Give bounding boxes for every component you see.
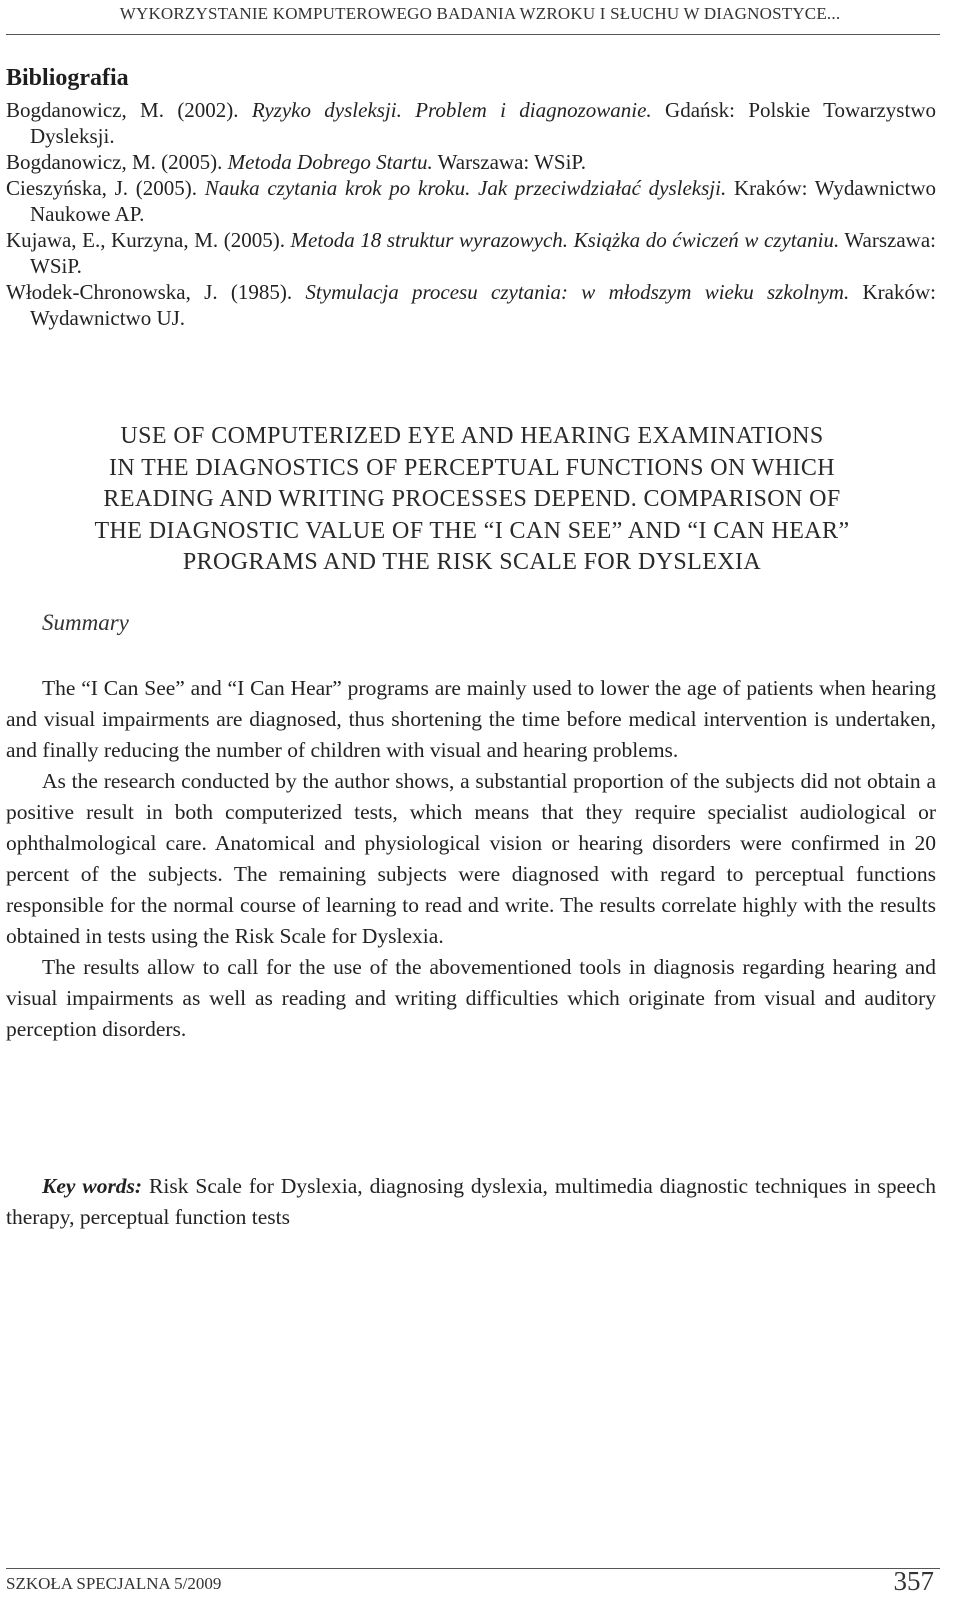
bib-entry-authors: Bogdanowicz, M. (2005). [6,150,228,174]
footer-journal: SZKOŁA SPECJALNA 5/2009 [6,1574,222,1593]
keywords [6,1171,936,1233]
bib-entry-publisher: Kraków: Wydawnictwo Naukowe AP. [30,176,937,226]
bib-entry-title: Metoda 18 struktur wyrazowych. Książka do ćwiczeń w czytaniu. [290,228,840,252]
summary-title-line: IN THE DIAGNOSTICS OF PERCEPTUAL FUNCTIONS ON WHICH [109,454,835,481]
bibliography-list [6,97,936,331]
summary-title [0,421,944,579]
bib-entry-publisher: Warszawa: WSiP. [30,228,936,278]
bib-entry-publisher: Warszawa: WSiP. [432,150,587,174]
bib-entry-authors: Cieszyńska, J. (2005). [6,176,205,200]
summary-paragraph: The results allow to call for the use of the abovementioned tools in diagnosis regarding hearing and visual impairments as well as reading and writing difficulties which originate from visual and auditory perception disorders. [6,955,936,1041]
summary-label: Summary [42,610,129,635]
summary-title-line: THE DIAGNOSTIC VALUE OF THE “I CAN SEE” AND “I CAN HEAR” [94,517,850,544]
bib-entry-authors: Kujawa, E., Kurzyna, M. (2005). [6,228,291,252]
summary-paragraph: The “I Can See” and “I Can Hear” programs are mainly used to lower the age of patients when hearing and visual impairments are diagnosed, thus shortening the time before medical intervention is undertaken, and finally reducing the number of children with visual and hearing problems. [6,676,936,762]
bibliography-entry [6,149,936,175]
bib-entry-authors: Bogdanowicz, M. (2002). [6,98,252,122]
bib-entry-title: Stymulacja procesu czytania: w młodszym wieku szkolnym. [305,280,850,304]
running-header: WYKORZYSTANIE KOMPUTEROWEGO BADANIA WZROKU I SŁUCHU W DIAGNOSTYCE... [119,4,841,23]
keywords-text: Risk Scale for Dyslexia, diagnosing dyslexia, multimedia diagnostic techniques in speech therapy, perceptual function tests [6,1173,936,1229]
bib-entry-publisher: Kraków: Wydawnictwo UJ. [30,280,936,330]
header-rule [6,34,940,35]
summary-title-line: USE OF COMPUTERIZED EYE AND HEARING EXAMINATIONS [120,423,824,449]
bibliography-heading: Bibliografia [6,65,129,91]
bibliography-entry [6,227,936,279]
summary-title-line: PROGRAMS AND THE RISK SCALE FOR DYSLEXIA [182,549,762,575]
summary-title-line: READING AND WRITING PROCESSES DEPEND. COMPARISON OF [103,486,841,512]
bib-entry-title: Metoda Dobrego Startu. [227,150,433,174]
bib-entry-publisher: Gdańsk: Polskie Towarzystwo Dysleksji. [30,98,936,148]
footer-rule [6,1568,940,1569]
summary-paragraph: As the research conducted by the author shows, a substantial proportion of the subjects did not obtain a positive result in both computerized tests, which means that they require specialist audiological or ophthalmological care. Anatomical and physiological vision or hearing disorders were confirmed in 20 percent of the subjects. The remaining subjects were diagnosed with regard to perceptual functions responsible for the normal course of learning to read and write. The results correlate highly with the results obtained in tests using the Risk Scale for Dyslexia. [6,769,936,948]
bib-entry-authors: Włodek-Chronowska, J. (1985). [6,280,306,304]
bib-entry-title: Ryzyko dysleksji. Problem i diagnozowanie. [251,98,652,122]
bibliography-entry [6,279,936,331]
summary-body [6,673,936,1045]
keywords-label: Key words: [42,1173,143,1198]
bibliography-entry [6,97,936,149]
page-number: 357 [893,1566,934,1596]
bib-entry-title: Nauka czytania krok po kroku. Jak przeciwdziałać dysleksji. [204,176,727,200]
bibliography-entry [6,175,936,227]
